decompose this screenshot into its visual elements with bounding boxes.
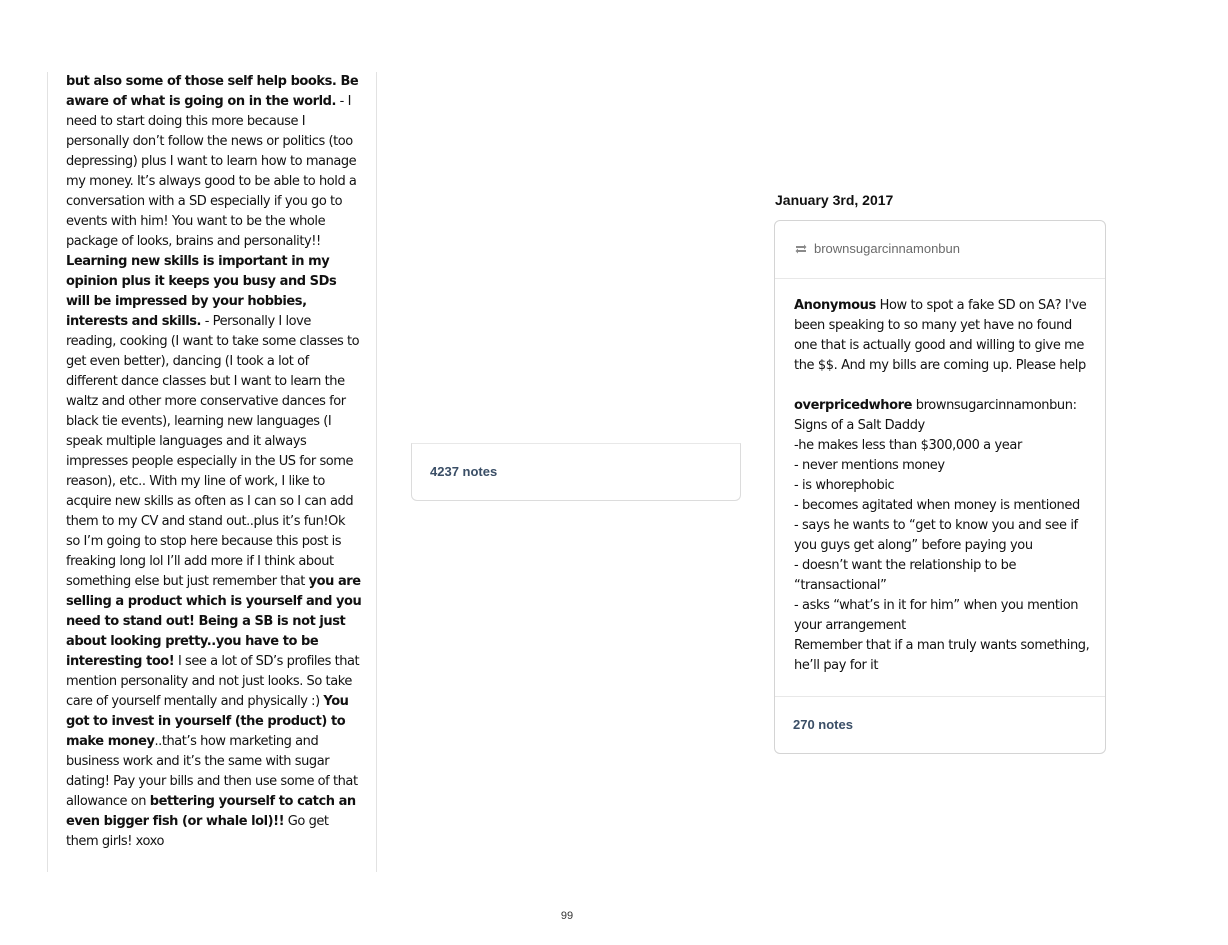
asker-name: Anonymous: [794, 298, 876, 313]
post-date: January 3rd, 2017: [775, 192, 894, 208]
answer-block: [794, 396, 1090, 676]
post-text-bold: You got to invest in yourself (the product) to make money: [66, 694, 349, 749]
answer-line: Remember that if a man truly wants something, he’ll pay for it: [794, 638, 1090, 673]
left-post-column: [47, 72, 377, 872]
page-number: 99: [560, 910, 574, 922]
answer-line: - becomes agitated when money is mentioned: [794, 498, 1080, 513]
post-text: I see a lot of SD’s profiles that mention personality and not just looks. So take care of yourself mentally and physically :): [66, 654, 360, 709]
answer-line: - says he wants to “get to know you and see if you guys get along” before paying you: [794, 518, 1078, 553]
reblog-post-footer: [775, 696, 1105, 753]
answer-line: - asks “what’s in it for him” when you mention your arrangement: [794, 598, 1079, 633]
answer-line: - doesn’t want the relationship to be “transactional”: [794, 558, 1017, 593]
answer-line: - never mentions money: [794, 458, 945, 473]
answer-line: - is whorephobic: [794, 478, 895, 493]
post-text: - I need to start doing this more because I personally don’t follow the news or politics (too depressing) plus I want to learn how to manage my money. It’s always good to be able to hold a conversation with a SD especially if you go to events with him! You want to be the whole package of looks, brains and personality!!: [66, 94, 357, 249]
post-text: Go get them girls! xoxo: [66, 814, 329, 849]
answer-username[interactable]: overpricedwhore: [794, 398, 913, 413]
ask-question: [794, 296, 1090, 376]
notes-count-link[interactable]: 4237 notes: [430, 464, 498, 479]
post-text: ..that’s how marketing and business work and it’s the same with sugar dating! Pay your bills and then use some of that allowance on: [66, 734, 358, 809]
post-text-bold: but also some of those self help books. Be aware of what is going on in the world.: [66, 74, 359, 109]
reblog-header: [775, 221, 1105, 279]
post-text-bold: bettering yourself to catch an even bigger fish (or whale lol)!!: [66, 794, 356, 829]
post-text: - Personally I love reading, cooking (I want to take some classes to get even better), dancing (I took a lot of different dance classes but I want to learn the waltz and other more conservative dances for black tie events), learning new languages (I speak multiple languages and it always impresses people especially in the US for some reason), etc.. With my line of work, I like to acquire new skills as often as I can so I can add them to my CV and stand out..plus it’s fun!Ok so I’m going to stop here because this post is freaking long lol I’ll add more if I think about something else but just remember that: [66, 314, 360, 589]
reblog-post-card: [774, 220, 1106, 754]
middle-post-footer: [411, 443, 741, 501]
left-post-body: [66, 72, 362, 852]
post-text-bold: Learning new skills is important in my opinion plus it keeps you busy and SDs will be impressed by your hobbies, interests and skills.: [66, 254, 337, 329]
reblog-post-body: [794, 296, 1090, 676]
reblog-username[interactable]: brownsugarcinnamonbun: [814, 241, 960, 256]
answer-line: -he makes less than $300,000 a year: [794, 438, 1022, 453]
post-text-bold: you are selling a product which is yourself and you need to stand out! Being a SB is not just about looking pretty..you have to be interesting too!: [66, 574, 362, 669]
answer-line: brownsugarcinnamonbun: Signs of a Salt Daddy: [794, 398, 1077, 433]
notes-count-link[interactable]: 270 notes: [793, 717, 853, 732]
ask-text: How to spot a fake SD on SA? I've been speaking to so many yet have no found one that is actually good and willing to give me the $$. And my bills are coming up. Please help: [794, 298, 1087, 373]
reblog-icon: [794, 243, 808, 255]
